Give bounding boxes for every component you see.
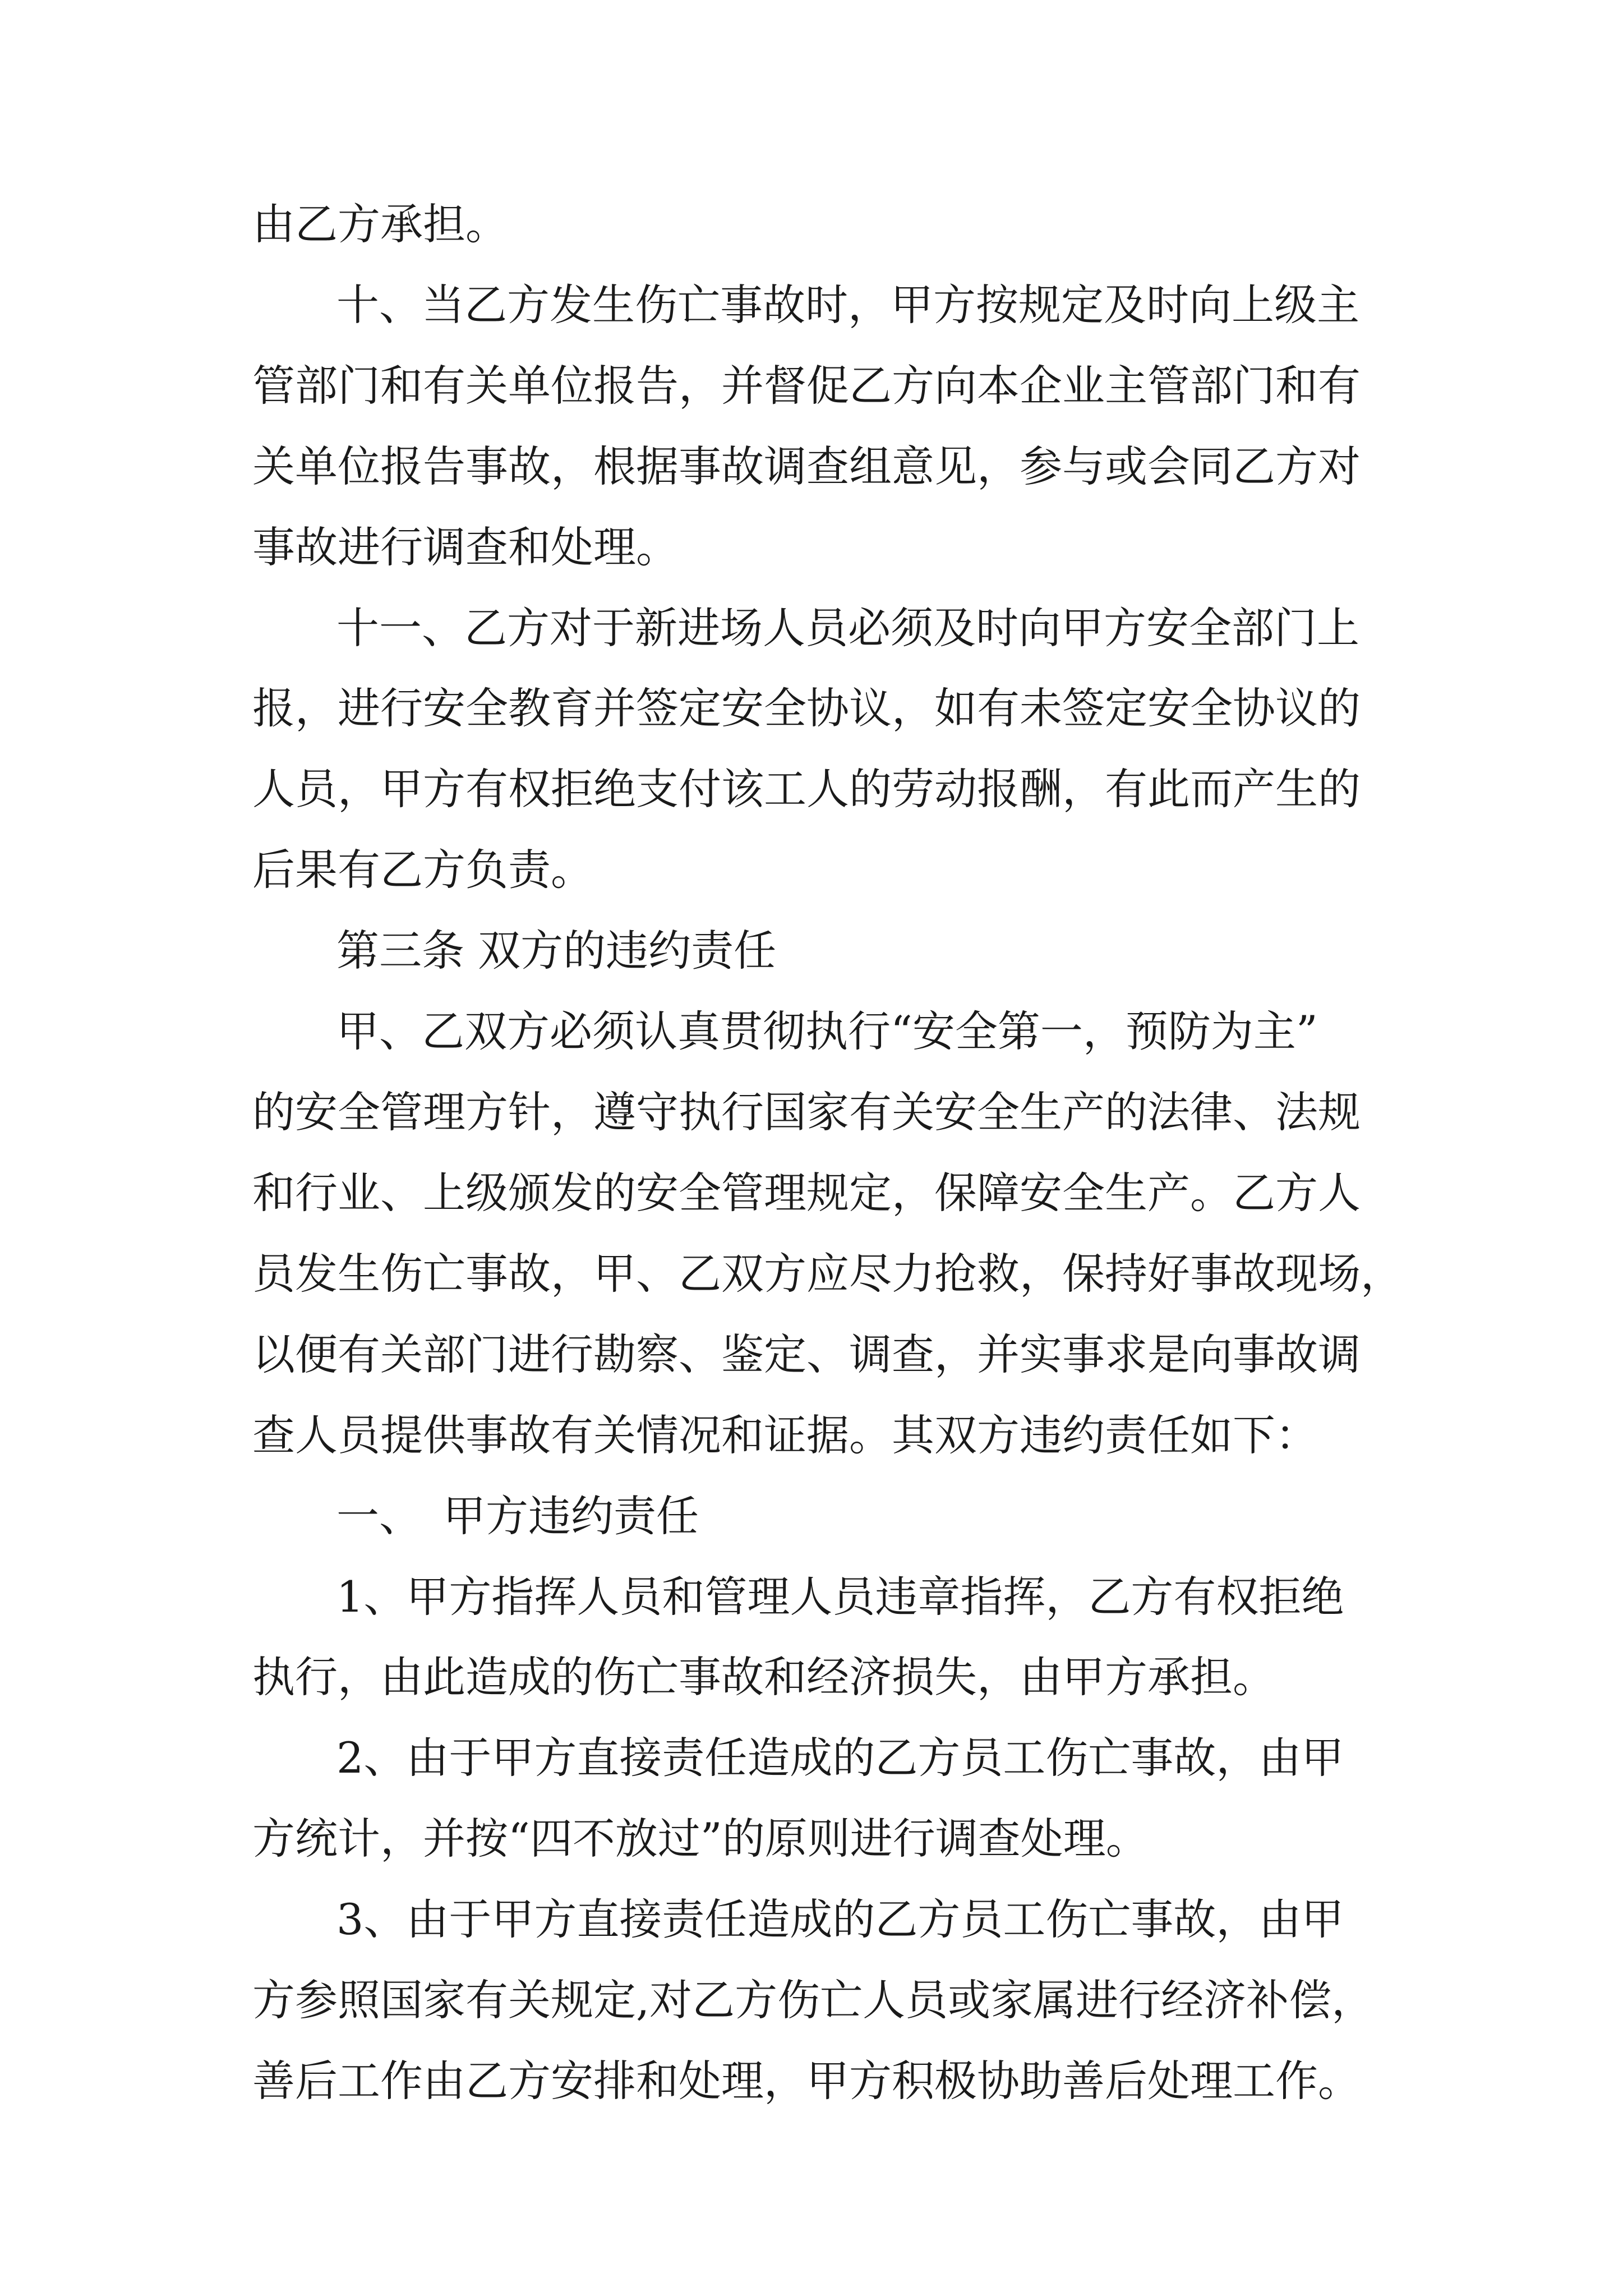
text-line: 员发生伤亡事故，甲、乙双方应尽力抢救，保持好事故现场， [252, 1249, 1403, 1299]
text-line: 由乙方承担。 [252, 199, 508, 249]
text-line: 1、甲方指挥人员和管理人员违章指挥，乙方有权拒绝 [336, 1572, 1344, 1622]
text-line: 执行，由此造成的伤亡事故和经济损失，由甲方承担。 [252, 1652, 1275, 1702]
text-line: 报，进行安全教育并签定安全协议，如有未签定安全协议的 [252, 683, 1361, 733]
text-line: 关单位报告事故，根据事故调查组意见，参与或会同乙方对 [252, 441, 1361, 491]
text-line: 人员，甲方有权拒绝支付该工人的劳动报酬，有此而产生的 [252, 764, 1361, 814]
text-line: 善后工作由乙方安排和处理，甲方积极协助善后处理工作。 [252, 2056, 1361, 2106]
section-heading: 第三条 双方的违约责任 [336, 926, 777, 976]
text-line: 十、当乙方发生伤亡事故时，甲方按规定及时向上级主 [336, 280, 1359, 330]
text-line: 以便有关部门进行勘察、鉴定、调查，并实事求是向事故调 [252, 1329, 1361, 1379]
text-line: 2、由于甲方直接责任造成的乙方员工伤亡事故，由甲 [336, 1733, 1344, 1783]
text-line: 十一、乙方对于新进场人员必须及时向甲方安全部门上 [336, 603, 1359, 653]
text-line: 方统计，并按“四不放过”的原则进行调查处理。 [252, 1814, 1149, 1864]
text-line: 和行业、上级颁发的安全管理规定，保障安全生产。乙方人 [252, 1168, 1361, 1218]
text-line: 查人员提供事故有关情况和证据。其双方违约责任如下： [252, 1410, 1318, 1460]
text-line: 方参照国家有关规定,对乙方伤亡人员或家属进行经济补偿， [252, 1975, 1375, 2025]
text-line: 的安全管理方针，遵守执行国家有关安全生产的法律、法规 [252, 1087, 1361, 1137]
text-line: 管部门和有关单位报告，并督促乙方向本企业主管部门和有 [252, 361, 1361, 411]
text-line: 甲、乙双方必须认真贯彻执行“安全第一，预防为主” [336, 1006, 1318, 1056]
text-line: 3、由于甲方直接责任造成的乙方员工伤亡事故，由甲 [336, 1894, 1344, 1944]
text-line: 事故进行调查和处理。 [252, 522, 679, 572]
subsection-heading: 一、 甲方违约责任 [336, 1491, 699, 1541]
text-line: 后果有乙方负责。 [252, 845, 593, 895]
